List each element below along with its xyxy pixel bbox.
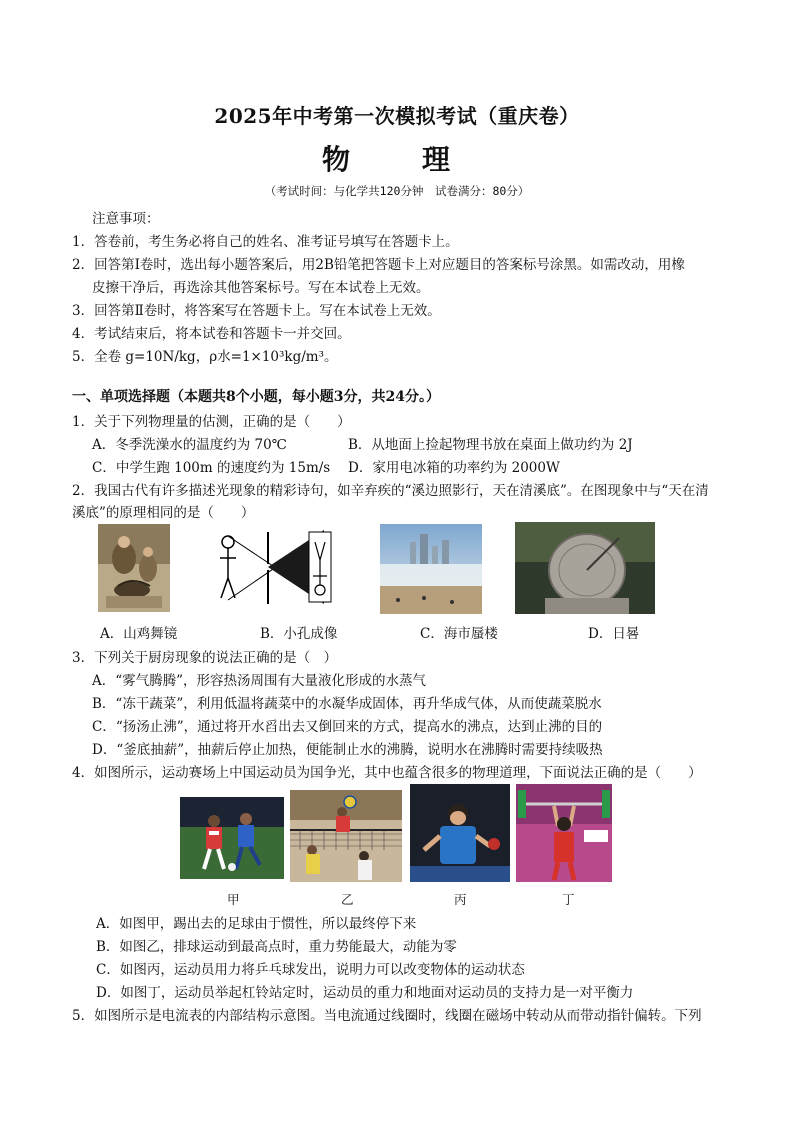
option-b: B．如图乙，排球运动到最高点时，重力势能最大，动能为零 [96, 939, 457, 955]
note-item: 2．回答第Ⅰ卷时，选出每小题答案后，用2B铅笔把答题卡上对应题目的答案标号涂黑。如需改动，用橡 [72, 257, 685, 273]
question-stem: 5．如图所示是电流表的内部结构示意图。当电流通过线圈时，线圈在磁场中转动从而带动指针偏转。下列 [72, 1008, 702, 1024]
notes-title: 注意事项： [92, 211, 160, 227]
question-stem: 4．如图所示，运动赛场上中国运动员为国争光，其中也蕴含很多的物理道理，下面说法正确的是（ ） [72, 765, 702, 781]
question-stem: 1．关于下列物理量的估测，正确的是（ ） [72, 414, 351, 430]
option-d: D．如图丁，运动员举起杠铃站定时，运动员的重力和地面对运动员的支持力是一对平衡力 [96, 985, 634, 1001]
option-a: A．冬季洗澡水的温度约为 70℃ [92, 437, 287, 453]
figure-caption-a: A．山鸡舞镜 [100, 626, 178, 642]
question-stem: 3．下列关于厨房现象的说法正确的是（ ） [72, 650, 338, 666]
note-item: 1．答卷前，考生务必将自己的姓名、准考证号填写在答题卡上。 [72, 234, 459, 250]
figure-label-ding: 丁 [562, 892, 575, 907]
section-title: 一、单项选择题（本题共8个小题，每小题3分，共24分。） [72, 389, 440, 405]
option-c: C．如图丙，运动员用力将乒乓球发出，说明力可以改变物体的运动状态 [96, 962, 525, 978]
option-b: B．“冻干蔬菜”，利用低温将蔬菜中的水凝华成固体，再升华成气体，从而使蔬菜脱水 [92, 696, 602, 712]
figure-label-jia: 甲 [227, 892, 240, 907]
figure-pinhole-imaging [206, 528, 336, 606]
subject-title: 物 理 [321, 143, 472, 176]
figure-weightlifting [516, 784, 612, 882]
question-stem: 2．我国古代有许多描述光现象的精彩诗句，如辛弃疾的“溪边照影行，天在清溪底”。在图现象中与“天在清 [72, 483, 709, 499]
question-stem-continued: 溪底”的原理相同的是（ ） [72, 505, 255, 521]
figure-label-yi: 乙 [341, 892, 354, 907]
option-c: C．中学生跑 100m 的速度约为 15m/s [92, 460, 331, 476]
figure-mirage [380, 524, 482, 614]
option-a: A．如图甲，踢出去的足球由于惯性，所以最终停下来 [96, 916, 417, 932]
option-d: D．“釜底抽薪”，抽薪后停止加热，便能制止水的沸腾，说明水在沸腾时需要持续吸热 [92, 742, 603, 758]
figure-table-tennis [410, 784, 510, 882]
note-item: 4．考试结束后，将本试卷和答题卡一并交回。 [72, 326, 351, 342]
note-item: 皮擦干净后，再选涂其他答案标号。写在本试卷上无效。 [92, 280, 430, 296]
figure-caption-d: D．日晷 [588, 626, 640, 642]
exam-info: （考试时间：与化学共120分钟 试卷满分：80分） [264, 184, 530, 198]
figure-soccer [180, 797, 284, 879]
figure-caption-c: C．海市蜃楼 [420, 626, 498, 642]
figure-caption-b: B．小孔成像 [260, 626, 338, 642]
option-a: A．“雾气腾腾”，形容热汤周围有大量液化形成的水蒸气 [92, 673, 427, 689]
figure-mountain-pheasant-mirror [98, 524, 170, 612]
figure-volleyball [290, 790, 402, 882]
option-b: B．从地面上捡起物理书放在桌面上做功约为 2J [348, 437, 633, 453]
figure-label-bing: 丙 [454, 892, 467, 907]
note-item: 3．回答第Ⅱ卷时，将答案写在答题卡上。写在本试卷上无效。 [72, 303, 441, 319]
note-item: 5．全卷 g=10N/kg，ρ水=1×10³kg/m³。 [72, 349, 338, 365]
option-d: D．家用电冰箱的功率约为 2000W [348, 460, 560, 476]
option-c: C．“扬汤止沸”，通过将开水舀出去又倒回来的方式，提高水的沸点，达到止沸的目的 [92, 719, 603, 735]
figure-sundial [515, 522, 655, 614]
exam-title: 2025年中考第一次模拟考试（重庆卷） [214, 104, 580, 128]
